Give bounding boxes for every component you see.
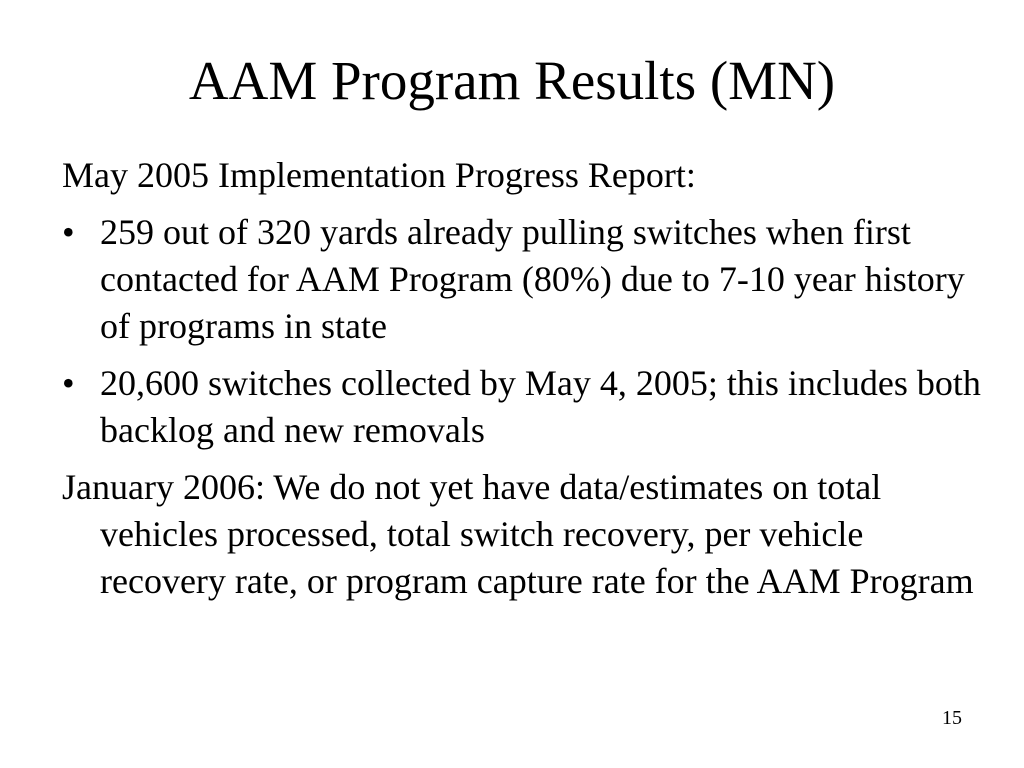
bullet-item-switches — [62, 360, 982, 454]
bullet-icon: • — [62, 212, 75, 252]
closing-paragraph: January 2006: We do not yet have data/estimates on total vehicles processed, total switch recovery, per vehicle recovery rate, or program capture rate for the AAM Program — [62, 467, 974, 601]
intro-paragraph: May 2005 Implementation Progress Report: — [62, 155, 696, 195]
bullet-text-yards: 259 out of 320 yards already pulling switches when first contacted for AAM Program (80%) due to 7-10 year history of programs in state — [100, 212, 965, 346]
bullet-icon: • — [62, 363, 75, 403]
slide-title: AAM Program Results (MN) — [188, 50, 836, 111]
slide-number: 15 — [942, 707, 962, 729]
bullet-text-switches: 20,600 switches collected by May 4, 2005; this includes both backlog and new removals — [100, 363, 981, 450]
bullet-item-yards — [62, 209, 982, 350]
slide-body — [62, 152, 982, 615]
